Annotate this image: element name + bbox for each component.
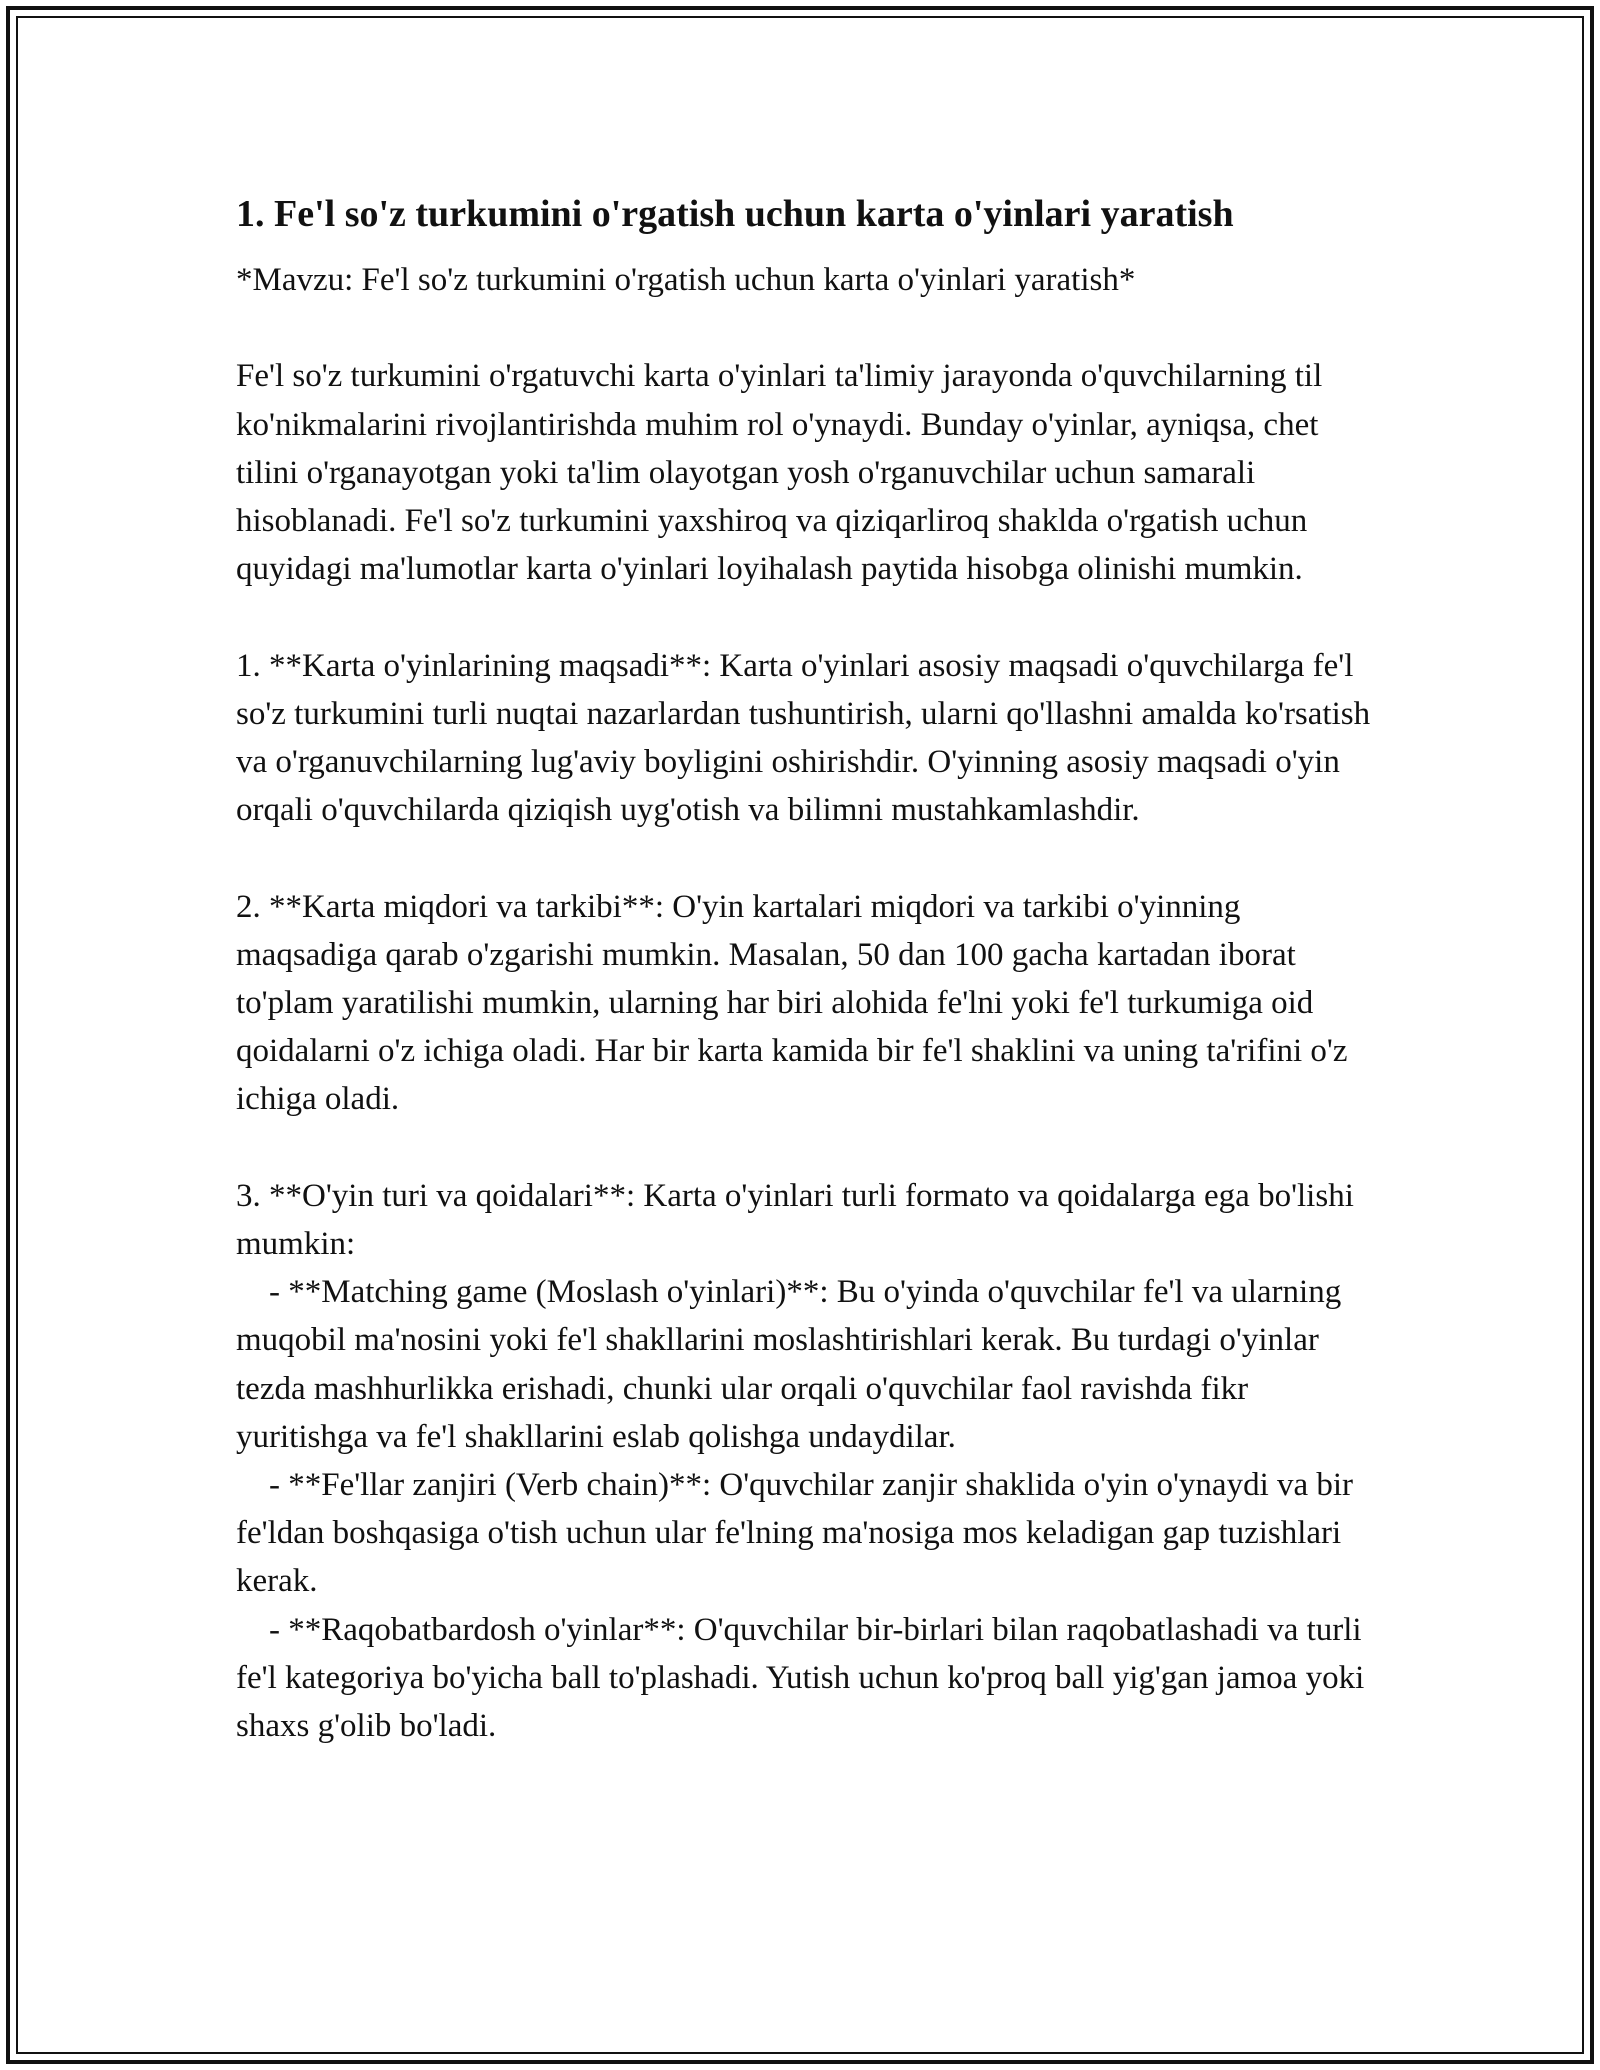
- sub-item-matching-game: - **Matching game (Moslash o'yinlari)**: Bu o'yinda o'quvchilar fe'l va ularning muqobil ma'nosini yoki fe'l shakllarini moslashtirishlari kerak. Bu turdagi o'yinlar tezda mashhurlikka erishadi, chunki ular orqali o'quvchilar faol ravishda fikr yuritishga va fe'l shakllarini eslab qolishga undaydilar.: [236, 1274, 1342, 1455]
- paragraph-gap: [236, 304, 1376, 352]
- page-title: 1. Fe'l so'z turkumini o'rgatish uchun karta o'yinlari yaratish: [236, 193, 1234, 235]
- paragraph-gap: [236, 1124, 1376, 1172]
- list-item-3: 3. **O'yin turi va qoidalari**: Karta o'yinlari turli formato va qoidalarga ega bo'lishi mumkin:: [236, 1177, 1354, 1262]
- sub-item-competitive-games: - **Raqobatbardosh o'yinlar**: O'quvchilar bir-birlari bilan raqobatlashadi va turli fe'l kategoriya bo'yicha ball to'plashadi. Yutish uchun ko'proq ball yig'gan jamoa yoki shaxs g'olib bo'ladi.: [236, 1611, 1365, 1745]
- paragraph-gap: [236, 834, 1376, 882]
- intro-paragraph: Fe'l so'z turkumini o'rgatuvchi karta o'yinlari ta'limiy jarayonda o'quvchilarning til ko'nikmalarini rivojlantirishda muhim rol o'ynaydi. Bunday o'yinlar, ayniqsa, chet tilini o'rganayotgan yoki ta'lim olayotgan yosh o'rganuvchilar uchun samarali hisoblanadi. Fe'l so'z turkumini yaxshiroq va qiziqarliroq shaklda o'rgatish uchun quyidagi ma'lumotlar karta o'yinlari loyihalash paytida hisobga olinishi mumkin.: [236, 358, 1323, 588]
- paragraph-gap: [236, 593, 1376, 641]
- list-item-1: 1. **Karta o'yinlarining maqsadi**: Karta o'yinlari asosiy maqsadi o'quvchilarga fe'l so'z turkumini turli nuqtai nazarlardan tushuntirish, ularni qo'llashni amalda ko'rsatish va o'rganuvchilarning lug'aviy boyligini oshirishdir. O'yinning asosiy maqsadi o'yin orqali o'quvchilarda qiziqish uyg'otish va bilimni mustahkamlashdir.: [236, 647, 1371, 829]
- sub-item-verb-chain: - **Fe'llar zanjiri (Verb chain)**: O'quvchilar zanjir shaklida o'yin o'ynaydi va bir fe'ldan boshqasiga o'tish uchun ular fe'lning ma'nosiga mos keladigan gap tuzishlari kerak.: [236, 1467, 1354, 1600]
- topic-line: *Mavzu: Fe'l so'z turkumini o'rgatish uchun karta o'yinlari yaratish*: [236, 262, 1136, 298]
- document-body: [236, 186, 1376, 1750]
- list-item-2: 2. **Karta miqdori va tarkibi**: O'yin kartalari miqdori va tarkibi o'yinning maqsadiga qarab o'zgarishi mumkin. Masalan, 50 dan 100 gacha kartadan iborat to'plam yaratilishi mumkin, ularning har biri alohida fe'lni yoki fe'l turkumiga oid qoidalarni o'z ichiga oladi. Har bir karta kamida bir fe'l shaklini va uning ta'rifini o'z ichiga oladi.: [236, 888, 1348, 1118]
